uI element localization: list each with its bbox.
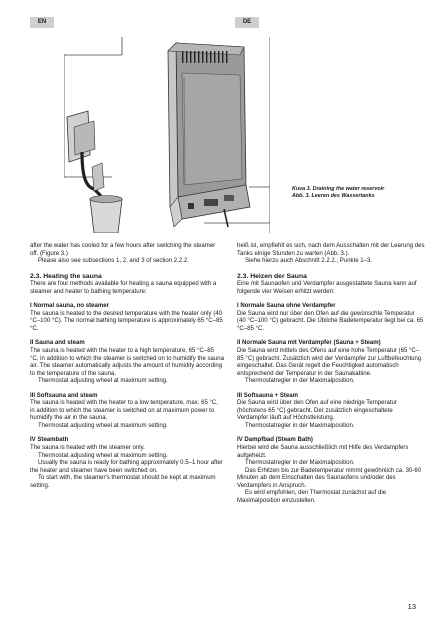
en-mode4-readiness: Usually the sauna is ready for bathing approximately 0.5–1 hour after the heater and steamer have been switched on. bbox=[30, 460, 223, 474]
steamer-drain-illustration bbox=[64, 37, 270, 233]
column-english bbox=[30, 243, 224, 490]
de-mode4-note: Thermostatregler in der Maximalposition. bbox=[245, 460, 355, 467]
language-tag-en: EN bbox=[30, 17, 54, 28]
caption-de: Abb. 3. Leeren des Wassertanks bbox=[292, 193, 375, 200]
figure-caption bbox=[292, 186, 422, 200]
en-mode3-body: The sauna is heated with the heater to a low temperature, max. 65 °C, in addition to which the steamer is switched on at maximum power to humidify the air in the sauna. bbox=[30, 400, 218, 422]
de-mode2-body: Die Sauna wird mittels des Ofens auf eine hohe Temperatur (65 °C–85 °C) gebracht. Zusätzlich wird der Verdampfer zur Luftbefeuchtung eingeschaltet. Das Gerät regelt die Feuchtigkeit automatisch entsprechend der Temperatur in der Saunakabine. bbox=[237, 347, 422, 377]
en-mode3-heading: III Softsauna and steam bbox=[30, 392, 98, 399]
en-mode2-note: Thermostat adjusting wheel at maximum setting. bbox=[38, 378, 168, 385]
column-german bbox=[237, 243, 425, 505]
en-mode4-thermostat: To start with, the steamer's thermostat should be kept at maximum setting. bbox=[30, 475, 216, 489]
de-mode4-readiness: Das Erhitzen bis zur Badetemperatur nimmt gewöhnlich ca. 30-60 Minuten ab dem Einschalten des Saunaofens und/oder des Verdampfers in Anspruch. bbox=[237, 467, 422, 489]
de-mode2-note: Thermostatregler in der Maximalposition. bbox=[245, 378, 355, 385]
page-number: 13 bbox=[407, 602, 416, 611]
en-intro-paragraph: after the water has cooled for a few hours after switching the steamer off. (Figure 3.) bbox=[30, 243, 216, 257]
en-mode2-body: The sauna is heated with the heater to a high temperature, 65 °C–85 °C, in addition to which the steamer is switched on to humidify the sauna air. The steamer automatically adjusts the amount of humidity according to the temperature of the sauna. bbox=[30, 347, 225, 377]
de-mode4-thermostat: Es wird empfohlen, den Thermostat zunächst auf die Maximalposition einzustellen. bbox=[237, 490, 387, 504]
de-intro-paragraph: heiß ist, empfiehlt es sich, nach dem Ausschalten mit der Leerung des Tanks einige Stunden zu warten (Abb. 3.). bbox=[237, 243, 425, 257]
en-mode4-body: The sauna is heated with the steamer only. bbox=[30, 444, 145, 451]
en-mode1-heading: I Normal sauna, no steamer bbox=[30, 303, 109, 310]
en-section-heading: 2.3. Heating the sauna bbox=[30, 272, 102, 280]
caption-en: Kuva 3. Draining the water reservoir bbox=[292, 186, 385, 192]
de-section-heading: 2.3. Heizen der Sauna bbox=[237, 272, 307, 280]
de-mode3-heading: III Softsauna + Steam bbox=[237, 392, 298, 399]
en-mode3-note: Thermostat adjusting wheel at maximum setting. bbox=[38, 422, 168, 429]
de-mode4-body: Hierbei wird die Sauna ausschließlich mit Hilfe des Verdampfers aufgeheizt. bbox=[237, 444, 409, 459]
de-intro-reference: Siehe hierzu auch Abschnitt 2.2.2., Punkte 1–3. bbox=[245, 258, 373, 265]
de-mode1-heading: I Normale Sauna ohne Verdampfer bbox=[237, 303, 336, 310]
de-mode3-body: Die Sauna wird über den Ofen auf eine niedrige Temperatur (höchstens 65 °C) gebracht. Der zusätzlich eingeschaltete Verdampfer läuft auf Höchstleistung. bbox=[237, 400, 397, 422]
en-mode1-body: The sauna is heated to the desired temperature with the heater only (40 °C–100 °C). The normal bathing temperature is approximately 65 °C–85 °C. bbox=[30, 310, 223, 332]
language-tag-de: DE bbox=[235, 17, 259, 28]
en-section-body: There are four methods available for heating a sauna equipped with a steamer and heater to bathing temperature: bbox=[30, 281, 217, 295]
de-mode3-note: Thermostatregler in der Maximalposition. bbox=[245, 422, 355, 429]
de-mode2-heading: II Normale Sauna mit Verdampfer (Sauna + Steam) bbox=[237, 340, 381, 347]
en-mode4-note: Thermostat adjusting wheel at maximum setting. bbox=[38, 452, 168, 459]
de-mode1-body: Die Sauna wird nur über den Ofen auf die gewünschte Temperatur (40 °C–100 °C) gebracht. Die Übliche Badetemperatur liegt bei ca. 65 °C–85 °C. bbox=[237, 310, 424, 332]
en-intro-reference: Please also see subsections 1, 2, and 3 of section 2.2.2. bbox=[38, 258, 189, 265]
en-mode2-heading: II Sauna and steam bbox=[30, 340, 85, 347]
de-mode4-heading: IV Dampfbad (Steam Bath) bbox=[237, 437, 313, 444]
en-mode4-heading: IV Steambath bbox=[30, 437, 69, 444]
de-section-body: Eine mit Saunaofen und Verdampfer ausgestattete Sauna kann auf folgende vier Weisen erhitzt werden: bbox=[237, 281, 417, 295]
